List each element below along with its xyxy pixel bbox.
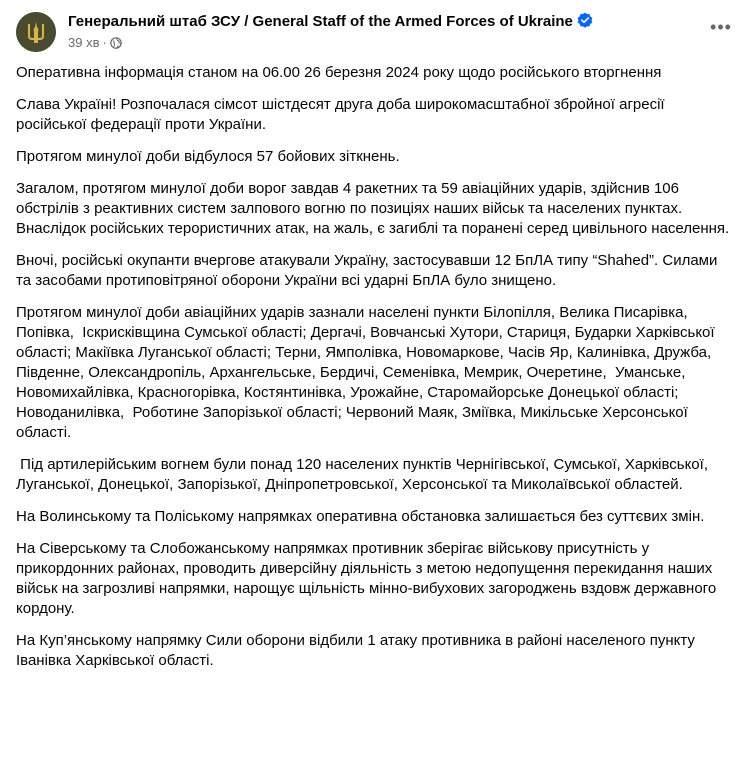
paragraph-10: На Куп’янському напрямку Сили оборони відбили 1 атаку противника в районі населеного пункту Іванівка Харківської області. bbox=[16, 632, 700, 669]
page-name-text: Генеральний штаб ЗСУ / General Staff of the Armed Forces of Ukraine bbox=[68, 13, 573, 30]
globe-icon[interactable] bbox=[110, 37, 122, 52]
trident-icon bbox=[16, 12, 56, 52]
paragraph-6: Протягом минулої доби авіаційних ударів зазнали населені пункти Білопілля, Велика Писарівка, Попівка, Іскрисківщина Сумської області; Дергачі, Вовчанські Хутори, Стариця, Бударки Харківської області; Макіївка Луганської області; Терни, Ямполівка, Новомаркове, Часів Яр, Калинівка, Дружба, Південне, Олександропіль, Архангельське, Бердичі, Семенівка, Мемрик, Очеретине, Уманське, Новомихайлівка, Красногорівка, Костянтинівка, Урожайне, Старомайорське Донецької області; Новоданилівка, Роботине Запорізької області; Червоний Маяк, Зміївка, Микільське Херсонської області. bbox=[16, 304, 719, 441]
paragraph-2: Слава Україні! Розпочалася сімсот шістдесят друга доба широкомасштабної збройної агресії російської федерації проти України. bbox=[16, 96, 669, 133]
avatar[interactable] bbox=[16, 12, 56, 52]
page-name-link[interactable] bbox=[68, 12, 593, 32]
paragraph-7: Під артилерійським вогнем були понад 120 населених пунктів Чернігівської, Сумської, Харківської, Луганської, Донецької, Запорізької, Дніпропетровської, Херсонської та Миколаївської областей. bbox=[16, 456, 713, 493]
post-header bbox=[16, 8, 739, 58]
post-meta bbox=[68, 35, 122, 52]
paragraph-9: На Сіверському та Слобожанському напрямках противник зберігає військову присутність у прикордонних районах, проводить диверсійну діяльність з метою недопущення перекидання наших військ на загрозливі напрямки, нарощує щільність мінно-вибухових загороджень вздовж державного кордону. bbox=[16, 540, 721, 617]
more-dots-icon: ••• bbox=[710, 17, 732, 37]
paragraph-4: Загалом, протягом минулої доби ворог завдав 4 ракетних та 59 авіаційних ударів, здійснив 106 обстрілів з реактивних систем залпового вогню по позиціях наших військ та населених пунктах. Внаслідок російських терористичних атак, на жаль, є загиблі та поранені серед цивільного населення. bbox=[16, 180, 730, 237]
meta-separator: · bbox=[102, 35, 107, 50]
paragraph-8: На Волинському та Поліському напрямках оперативна обстановка залишається без суттєвих змін. bbox=[16, 508, 705, 525]
verified-badge-icon bbox=[577, 12, 593, 32]
post-timestamp[interactable]: 39 хв bbox=[68, 35, 100, 50]
more-options-button[interactable] bbox=[703, 12, 739, 48]
paragraph-5: Вночі, російські окупанти вчергове атакували Україну, застосувавши 12 БпЛА типу “Shahed”. Силами та засобами протиповітряної оборони України всі ударні БпЛА було знищено. bbox=[16, 252, 722, 289]
post-body bbox=[16, 63, 732, 683]
paragraph-3: Протягом минулої доби відбулося 57 бойових зіткнень. bbox=[16, 148, 400, 165]
paragraph-1: Оперативна інформація станом на 06.00 26 березня 2024 року щодо російського вторгнення bbox=[16, 64, 662, 81]
